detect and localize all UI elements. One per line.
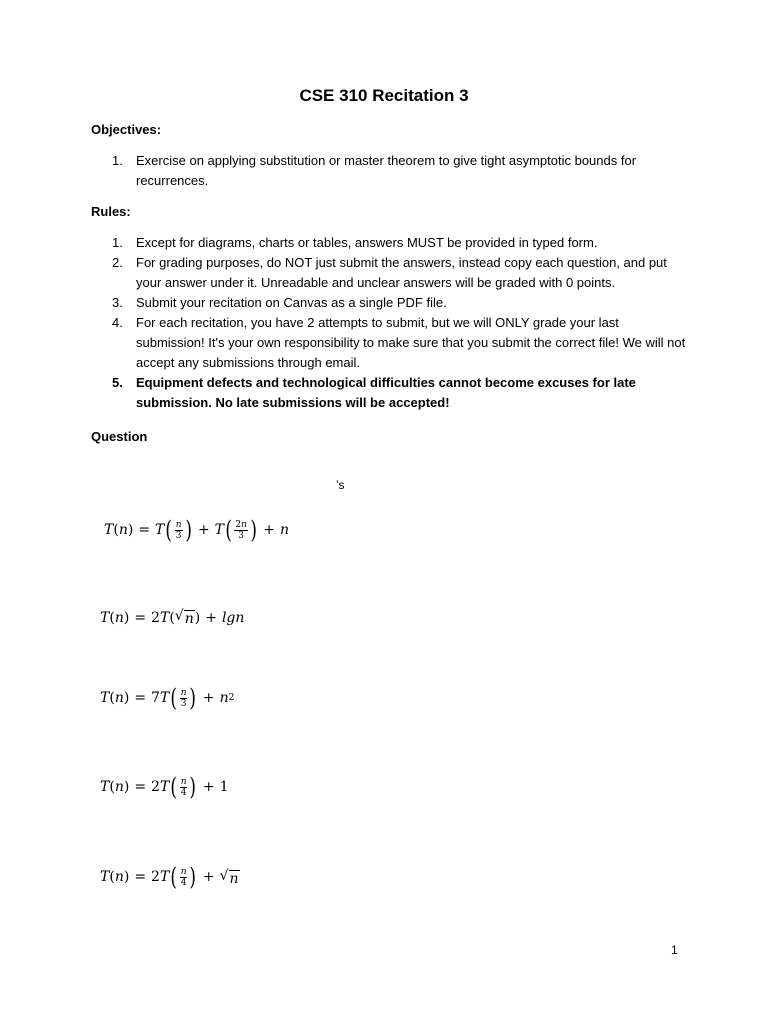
objectives-heading: Objectives:	[91, 122, 162, 137]
equation-1: T ( n ) = T ( $\frac{n}{3}$ ) + T ( $\frac{2n}{3}$ ) + n	[104, 516, 290, 544]
list-item-text: Submit your recitation on Canvas as a single PDF file.	[136, 295, 447, 310]
equation-5: T ( n ) = 2 T ( $\frac{n}{4}$ ) + √ n	[100, 863, 239, 891]
list-item-text: Except for diagrams, charts or tables, answers MUST be provided in typed form.	[136, 235, 598, 250]
fraction: $\frac{n}{3}$	[180, 687, 187, 709]
equation-2: T ( n ) = 2 T ( √ n ) + lgn	[100, 608, 245, 627]
fraction: $\frac{n}{4}$	[180, 776, 187, 798]
page-title: CSE 310 Recitation 3	[299, 86, 469, 105]
list-number: 3.	[112, 295, 123, 310]
list-number: 1.	[112, 153, 123, 168]
list-number: 1.	[112, 235, 123, 250]
fraction: $\frac{2n}{3}$	[235, 519, 247, 541]
stray-text: ’s	[336, 478, 345, 492]
rule-item	[91, 373, 691, 413]
rule-item	[91, 293, 691, 313]
list-item-text: Exercise on applying substitution or master theorem to give tight asymptotic bounds for recurrences.	[136, 153, 637, 188]
rule-item	[91, 313, 691, 373]
square-root: √ n	[174, 608, 194, 627]
objectives-list	[91, 151, 691, 191]
fraction: $\frac{n}{4}$	[180, 866, 187, 888]
rules-list	[91, 233, 691, 413]
list-item-text: Equipment defects and technological difficulties cannot become excuses for late submission. No late submissions will be accepted!	[136, 375, 636, 410]
list-number: 4.	[112, 315, 123, 330]
page-number: 1	[671, 943, 678, 957]
rule-item	[91, 233, 691, 253]
list-number: 5.	[112, 375, 123, 390]
rules-heading: Rules:	[91, 204, 131, 219]
rule-item	[91, 253, 691, 293]
equation-4: T ( n ) = 2 T ( $\frac{n}{4}$ ) + 1	[100, 773, 229, 801]
list-number: 2.	[112, 255, 123, 270]
question-heading: Question	[91, 429, 148, 444]
list-item-text: For grading purposes, do NOT just submit the answers, instead copy each question, and put your answer under it. Unreadable and unclear answers will be graded with 0 points.	[136, 255, 667, 290]
equation-3: T ( n ) = 7 T ( $\frac{n}{3}$ ) + n 2	[100, 684, 235, 712]
objective-item	[91, 151, 691, 191]
square-root: √ n	[219, 867, 239, 887]
list-item-text: For each recitation, you have 2 attempts to submit, but we will ONLY grade your last submission! It's your own responsibility to make sure that you submit the correct file! We will not accept any submissions through email.	[136, 315, 686, 370]
fraction: $\frac{n}{3}$	[175, 519, 182, 541]
